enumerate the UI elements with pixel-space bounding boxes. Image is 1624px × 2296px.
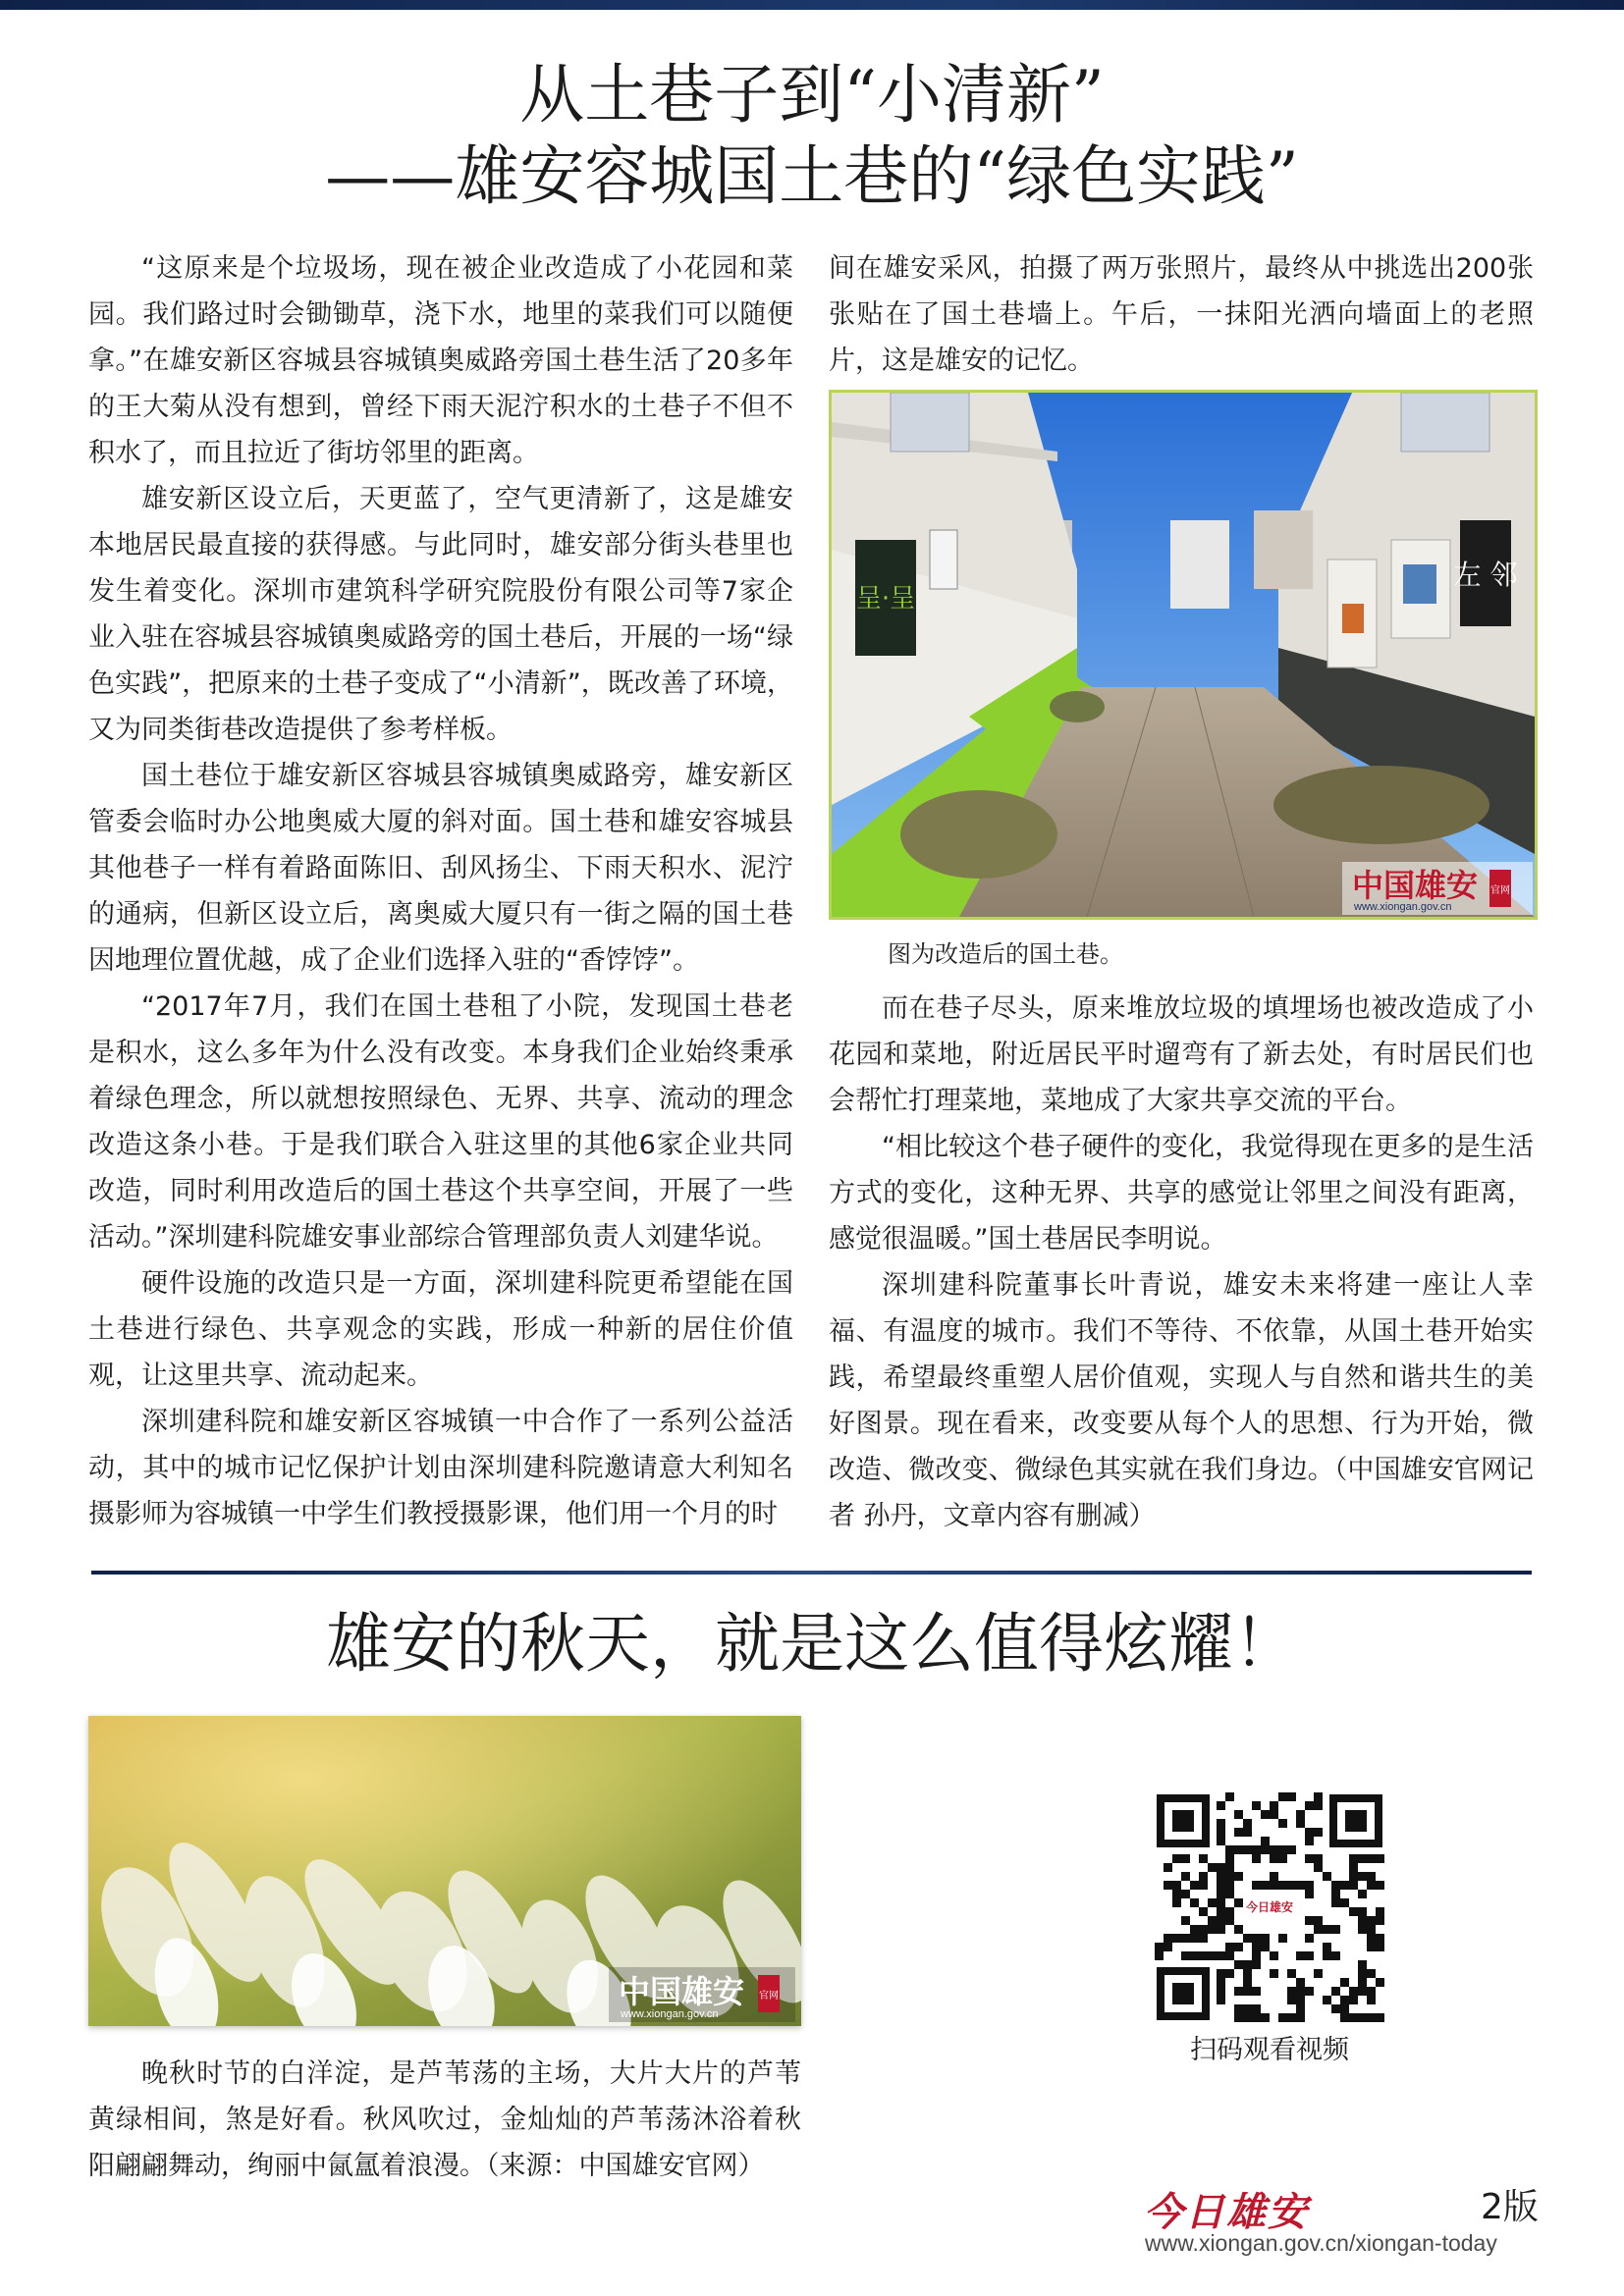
photo-watermark-badge: 官网 (759, 1991, 779, 2002)
alley-photo (829, 390, 1538, 920)
reeds-photo (88, 1716, 801, 2026)
brand-logo-text: 今日雄安 (1144, 2189, 1309, 2235)
photo-watermark-badge: 官网 (1490, 885, 1510, 896)
paragraph: “相比较这个巷子硬件的变化，我觉得现在更多的是生活方式的变化，这种无界、共享的感觉让邻里之间没有距离，感觉很温暖。”国土巷居民李明说。 (829, 1132, 1534, 1255)
paragraph: 晚秋时节的白洋淀，是芦苇荡的主场，大片大片的芦苇黄绿相间，煞是好看。秋风吹过，金灿灿的芦苇荡沐浴着秋阳翩翩舞动，绚丽中氤氲着浪漫。（来源：中国雄安官网） (88, 2058, 801, 2181)
photo-watermark-url: www.xiongan.gov.cn (1354, 901, 1452, 913)
wall-sign-right-text: 左 邻 (1453, 559, 1518, 591)
paragraph: 国土巷位于雄安新区容城县容城镇奥威路旁，雄安新区管委会临时办公地奥威大厦的斜对面。国土巷和雄安容城县其他巷子一样有着路面陈旧、刮风扬尘、下雨天积水、泥泞的通病，但新区设立后，离奥威大厦只有一街之隔的国土巷因地理位置优越，成了企业们选择入驻的“香饽饽”。 (88, 761, 793, 976)
qr-caption: 扫码观看视频 (1190, 2035, 1349, 2065)
qr-finder-top-right (1329, 1794, 1382, 1847)
section-divider (91, 1571, 1532, 1575)
alley-photo-illustration (832, 393, 1535, 917)
article-right-column-bottom (829, 986, 1534, 1539)
paragraph: 深圳建科院董事长叶青说，雄安未来将建一座让人幸福、有温度的城市。我们不等待、不依靠，从国土巷开始实践，希望最终重塑人居价值观，实现人与自然和谐共生的美好图景。现在看来，改变要从每个人的思想、行为开始，微改造、微改变、微绿色其实就在我们身边。（中国雄安官网记者 孙丹，文章内容有删减） (829, 1270, 1534, 1531)
paragraph: “这原来是个垃圾场，现在被企业改造成了小花园和菜园。我们路过时会锄锄草，浇下水，地里的菜我们可以随便拿。”在雄安新区容城县容城镇奥威路旁国土巷生活了20多年的王大菊从没有想到，曾经下雨天泥泞积水的土巷子不但不积水了，而且拉近了街坊邻里的距离。 (88, 253, 793, 468)
qr-finder-bottom-left (1157, 1967, 1210, 2020)
paragraph-continued: 间在雄安采风，拍摄了两万张照片，最终从中挑选出200张张贴在了国土巷墙上。午后，一抹阳光洒向墙面上的老照片，这是雄安的记忆。 (829, 253, 1534, 376)
reeds-photo-illustration (88, 1716, 801, 2026)
qr-center-label: 今日雄安 (1245, 1900, 1294, 1914)
paragraph: 雄安新区设立后，天更蓝了，空气更清新了，这是雄安本地居民最直接的获得感。与此同时，雄安部分街头巷里也发生着变化。深圳市建筑科学研究院股份有限公司等7家企业入驻在容城县容城镇奥威路旁的国土巷后，开展的一场“绿色实践”，把原来的土巷子变成了“小清新”，既改善了环境，又为同类街巷改造提供了参考样板。 (88, 484, 793, 745)
photo-caption: 图为改造后的国土巷。 (888, 940, 1123, 968)
top-color-bar (0, 0, 1624, 10)
article-right-column-top (829, 245, 1534, 384)
wall-sign-left-text: 呈·呈 (855, 584, 916, 614)
headline-line2: ——雄安容城国土巷的“绿色实践” (325, 138, 1299, 214)
photo-watermark: 中国雄安 (619, 1973, 745, 2010)
footer-url[interactable]: www.xiongan.gov.cn/xiongan-today (1145, 2230, 1497, 2256)
qr-finder-top-left (1157, 1794, 1210, 1847)
page-number: 2版 (1481, 2187, 1539, 2227)
article2-body (88, 2051, 801, 2189)
article-left-column (88, 245, 793, 1537)
article2-headline: 雄安的秋天，就是这么值得炫耀！ (326, 1606, 1298, 1682)
paragraph: 深圳建科院和雄安新区容城镇一中合作了一系列公益活动，其中的城市记忆保护计划由深圳建科院邀请意大利知名摄影师为容城镇一中学生们教授摄影课，他们用一个月的时 (88, 1407, 793, 1529)
paragraph: 硬件设施的改造只是一方面，深圳建科院更希望能在国土巷进行绿色、共享观念的实践，形成一种新的居住价值观，让这里共享、流动起来。 (88, 1268, 793, 1391)
photo-watermark: 中国雄安 (1352, 867, 1479, 904)
qr-code[interactable] (1155, 1792, 1384, 2022)
paragraph: “2017年7月，我们在国土巷租了小院，发现国土巷老是积水，这么多年为什么没有改变。本身我们企业始终秉承着绿色理念，所以就想按照绿色、无界、共享、流动的理念改造这条小巷。于是我们联合入驻这里的其他6家企业共同改造，同时利用改造后的国土巷这个共享空间，开展了一些活动。”深圳建科院雄安事业部综合管理部负责人刘建华说。 (88, 991, 793, 1253)
paragraph: 而在巷子尽头，原来堆放垃圾的填埋场也被改造成了小花园和菜地，附近居民平时遛弯有了新去处，有时居民们也会帮忙打理菜地，菜地成了大家共享交流的平台。 (829, 993, 1534, 1116)
qr-code-graphic (1155, 1792, 1384, 2022)
photo-watermark-url: www.xiongan.gov.cn (621, 2008, 719, 2020)
headline-line1: 从土巷子到“小清新” (519, 57, 1105, 133)
